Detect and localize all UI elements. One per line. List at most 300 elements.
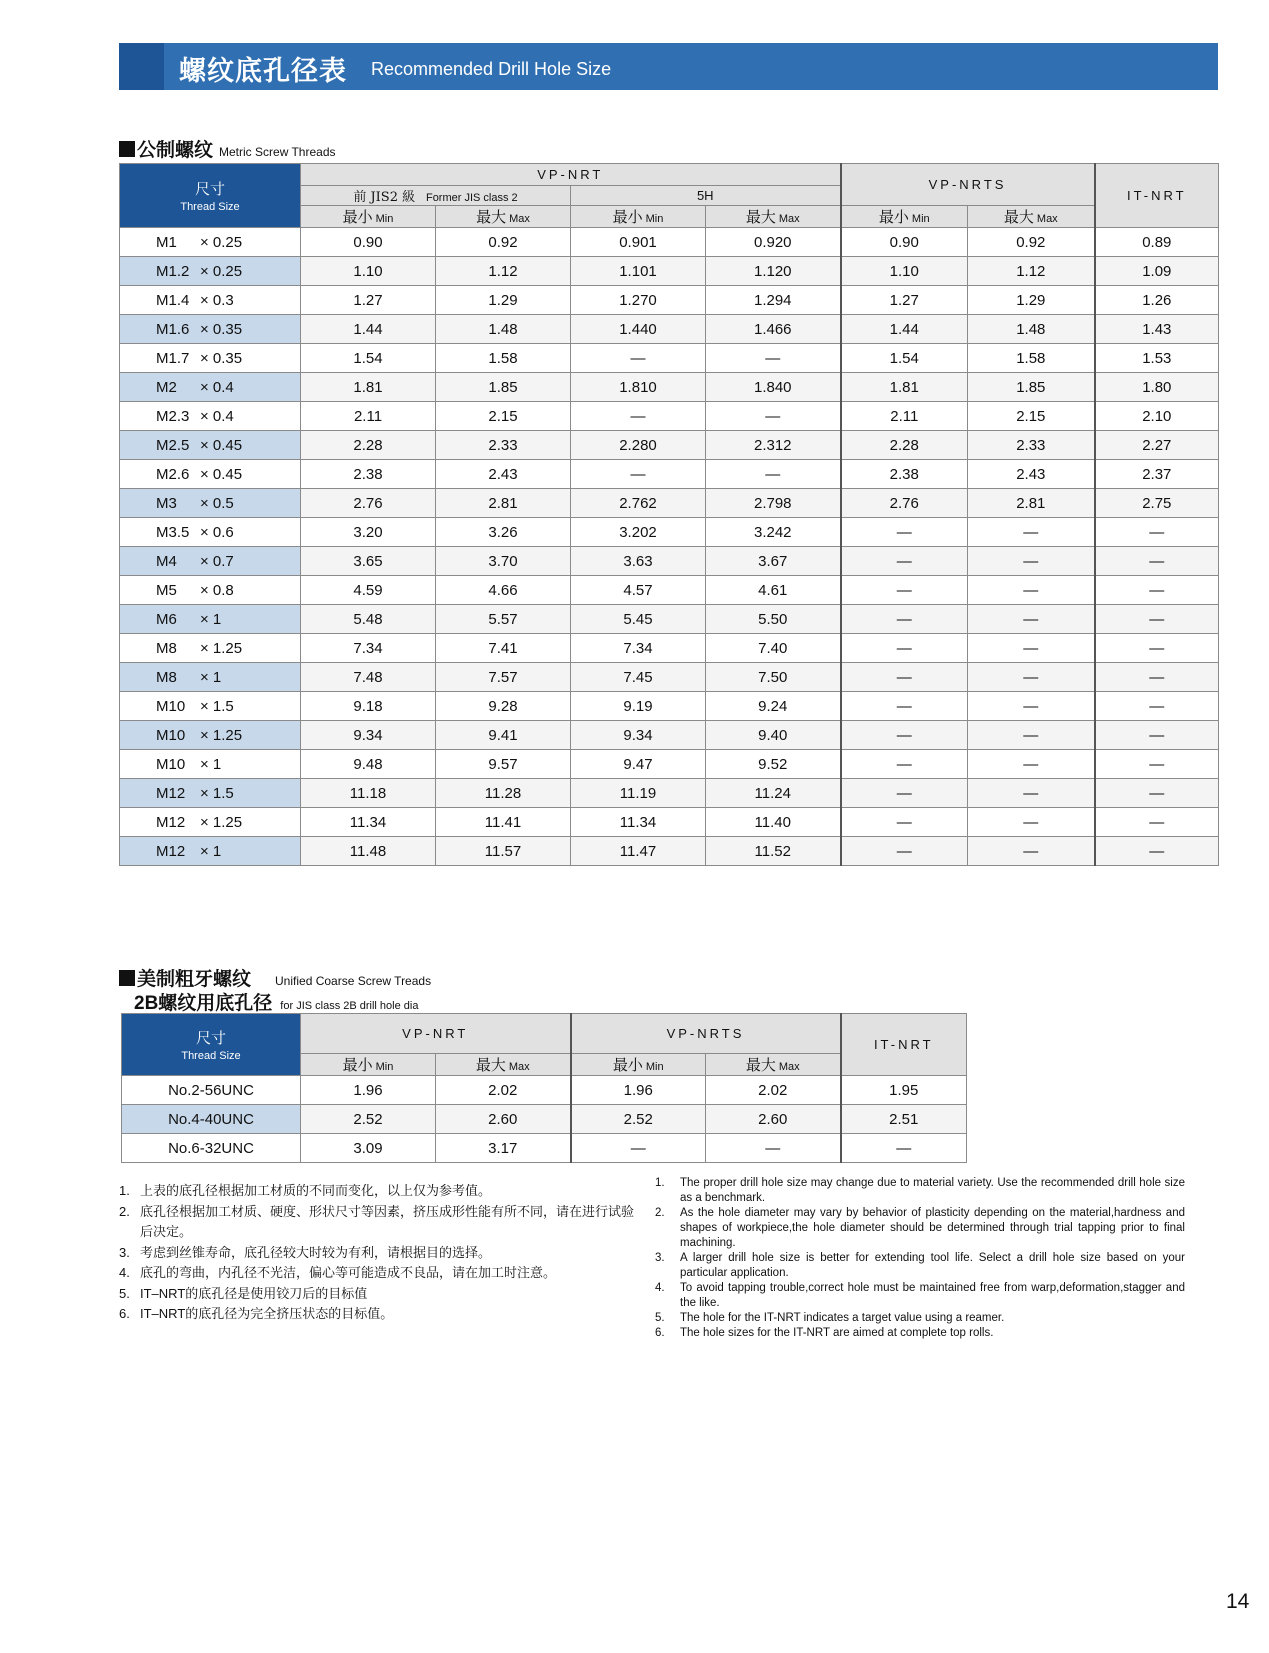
thread-pitch-label: × 0.3 [200, 291, 234, 309]
table-row [120, 344, 1219, 373]
vp-nrt-min-cell: 1.96 [301, 1076, 436, 1105]
jis-max-cell: 5.57 [436, 605, 571, 634]
jis-max-cell: 1.48 [436, 315, 571, 344]
vp-nrts-max-cell: — [968, 634, 1095, 663]
jis-max-cell: 1.12 [436, 257, 571, 286]
thread-size-cell: No.2-56UNC [122, 1076, 301, 1105]
title-banner [119, 43, 1218, 90]
table-row [122, 1134, 967, 1163]
it-nrt-cell: 2.75 [1095, 489, 1219, 518]
vp-nrts-max-cell: — [968, 605, 1095, 634]
thread-size-header: 尺寸 Thread Size [122, 1014, 301, 1076]
5h-min-cell: 5.45 [571, 605, 706, 634]
unified-subtitle-en: for JIS class 2B drill hole dia [280, 1000, 419, 1012]
vp-nrts-max-cell: 1.12 [968, 257, 1095, 286]
note-number: 6. [119, 1306, 130, 1321]
min-header: 最小 Min [301, 1054, 436, 1076]
thread-pitch-label: × 0.6 [200, 523, 234, 541]
thread-size-label: M1.7 [156, 349, 190, 367]
table-row [120, 257, 1219, 286]
jis-min-cell: 9.18 [301, 692, 436, 721]
vp-nrts-max-cell: 2.60 [706, 1105, 841, 1134]
vp-nrts-min-cell: 1.10 [841, 257, 968, 286]
note-number: 4. [119, 1265, 130, 1280]
5h-max-cell: — [706, 344, 841, 373]
thread-size-label: M8 [156, 639, 177, 657]
vp-nrts-min-cell: 2.38 [841, 460, 968, 489]
thread-size-label: M2 [156, 378, 177, 396]
vp-nrts-max-cell: — [968, 808, 1095, 837]
jis-min-cell: 2.28 [301, 431, 436, 460]
thread-pitch-label: × 1.25 [200, 639, 243, 657]
note-item [655, 1281, 1185, 1311]
5h-min-cell: 7.45 [571, 663, 706, 692]
thread-size-label: M5 [156, 581, 177, 599]
jis-min-cell: 4.59 [301, 576, 436, 605]
vp-nrts-max-cell: 1.29 [968, 286, 1095, 315]
thread-size-cell [120, 605, 301, 634]
vp-nrts-header: VP-NRTS [841, 164, 1095, 206]
5h-max-cell: — [706, 460, 841, 489]
thread-pitch-label: × 0.4 [200, 378, 234, 396]
it-nrt-cell: 0.89 [1095, 228, 1219, 257]
5h-max-cell: 3.67 [706, 547, 841, 576]
vp-nrts-min-cell: — [841, 663, 968, 692]
5h-max-cell: 7.50 [706, 663, 841, 692]
table-row [120, 837, 1219, 866]
5h-max-cell: — [706, 402, 841, 431]
max-header: 最大 Max [436, 1054, 571, 1076]
5h-min-cell: 1.440 [571, 315, 706, 344]
jis-min-cell: 7.34 [301, 634, 436, 663]
jis-max-cell: 2.81 [436, 489, 571, 518]
note-number: 6. [655, 1327, 665, 1339]
jis-max-cell: 4.66 [436, 576, 571, 605]
it-nrt-cell: — [1095, 692, 1219, 721]
thread-size-label: M10 [156, 726, 186, 744]
vp-nrts-max-cell: — [706, 1134, 841, 1163]
thread-pitch-label: × 1 [200, 668, 222, 686]
note-text: 考虑到丝锥寿命，底孔径较大时较为有利，请根据目的选择。 [140, 1244, 492, 1260]
thread-size-label: M8 [156, 668, 177, 686]
jis-min-cell: 11.34 [301, 808, 436, 837]
unified-subtitle-cn: 2B螺纹用底孔径 [134, 993, 273, 1014]
jis-max-cell: 1.29 [436, 286, 571, 315]
5h-max-cell: 3.242 [706, 518, 841, 547]
table-row [120, 779, 1219, 808]
table-row [122, 1076, 967, 1105]
note-item [655, 1326, 1185, 1341]
vp-nrts-max-cell: — [968, 837, 1095, 866]
it-nrt-cell: 1.09 [1095, 257, 1219, 286]
metric-section-title [119, 135, 336, 162]
table-row [120, 489, 1219, 518]
jis-max-cell: 7.57 [436, 663, 571, 692]
vp-nrts-min-cell: 0.90 [841, 228, 968, 257]
thread-size-label: M1.2 [156, 262, 190, 280]
thread-size-label: M12 [156, 813, 186, 831]
it-nrt-cell: 2.37 [1095, 460, 1219, 489]
5h-max-cell: 1.294 [706, 286, 841, 315]
note-text: IT–NRT的底孔径为完全挤压状态的目标值。 [140, 1306, 394, 1321]
metric-title-en: Metric Screw Threads [219, 145, 336, 159]
min-header: 最小 Min [301, 206, 436, 228]
it-nrt-cell: — [1095, 721, 1219, 750]
5h-min-cell: 11.34 [571, 808, 706, 837]
table-row [120, 808, 1219, 837]
5h-min-cell: 9.19 [571, 692, 706, 721]
thread-size-label: M2.3 [156, 407, 190, 425]
thread-size-label: M1.4 [156, 291, 190, 309]
unified-section-title [119, 964, 431, 991]
jis-min-cell: 2.38 [301, 460, 436, 489]
table-row [120, 721, 1219, 750]
table-row [120, 431, 1219, 460]
jis-min-cell: 5.48 [301, 605, 436, 634]
vp-nrts-min-cell: — [841, 634, 968, 663]
5h-min-cell: 0.901 [571, 228, 706, 257]
thread-size-cell [120, 547, 301, 576]
5h-min-cell: 1.101 [571, 257, 706, 286]
thread-pitch-label: × 1.5 [200, 697, 234, 715]
table-row [120, 460, 1219, 489]
note-number: 5. [119, 1285, 130, 1301]
thread-pitch-label: × 0.35 [200, 320, 243, 338]
jis-max-cell: 0.92 [436, 228, 571, 257]
5h-min-cell: 3.63 [571, 547, 706, 576]
note-text: The hole sizes for the IT-NRT are aimed at complete top rolls. [680, 1327, 994, 1339]
it-nrt-cell: 1.26 [1095, 286, 1219, 315]
thread-size-label: M2.5 [156, 436, 190, 454]
thread-size-label: M10 [156, 697, 186, 715]
thread-size-cell [120, 228, 301, 257]
thread-size-label: M12 [156, 842, 186, 860]
it-nrt-cell: 1.43 [1095, 315, 1219, 344]
note-number: 5. [655, 1312, 665, 1324]
thread-size-cell [120, 344, 301, 373]
jis-min-cell: 9.34 [301, 721, 436, 750]
jis-max-cell: 9.57 [436, 750, 571, 779]
thread-size-cell [120, 315, 301, 344]
5h-max-cell: 2.798 [706, 489, 841, 518]
5h-max-cell: 1.120 [706, 257, 841, 286]
thread-size-label: M3 [156, 494, 177, 512]
vp-nrts-header: VP-NRTS [571, 1014, 841, 1054]
former-jis-class2-header: 前 JIS2 級 Former JIS class 2 [301, 186, 571, 206]
it-nrt-cell: 2.51 [841, 1105, 967, 1134]
it-nrt-cell: — [1095, 663, 1219, 692]
table-row [120, 315, 1219, 344]
thread-size-cell [120, 402, 301, 431]
5h-max-cell: 4.61 [706, 576, 841, 605]
unified-thread-table [121, 1013, 967, 1163]
vp-nrts-max-cell: 1.58 [968, 344, 1095, 373]
5h-min-cell: 11.19 [571, 779, 706, 808]
max-header: 最大 Max [436, 206, 571, 228]
note-number: 3. [655, 1252, 665, 1264]
thread-size-cell [120, 576, 301, 605]
5h-max-cell: 0.920 [706, 228, 841, 257]
table-row [120, 402, 1219, 431]
vp-nrt-max-cell: 2.60 [436, 1105, 571, 1134]
it-nrt-cell: — [1095, 518, 1219, 547]
it-nrt-cell: — [1095, 576, 1219, 605]
it-nrt-cell: — [1095, 634, 1219, 663]
thread-size-cell [120, 460, 301, 489]
5h-min-cell: 11.47 [571, 837, 706, 866]
unified-title-cn: 美制粗牙螺纹 [137, 969, 252, 990]
note-text: 底孔的弯曲，内孔径不光洁，偏心等可能造成不良品，请在加工时注意。 [140, 1265, 557, 1280]
jis-min-cell: 1.44 [301, 315, 436, 344]
note-item [119, 1284, 639, 1305]
vp-nrts-min-cell: — [841, 779, 968, 808]
5h-max-cell: 9.40 [706, 721, 841, 750]
5h-max-cell: 11.52 [706, 837, 841, 866]
jis-min-cell: 11.48 [301, 837, 436, 866]
vp-nrts-min-cell: 1.27 [841, 286, 968, 315]
jis-min-cell: 2.11 [301, 402, 436, 431]
thread-size-cell [120, 431, 301, 460]
5h-max-cell: 1.466 [706, 315, 841, 344]
thread-size-cell [120, 692, 301, 721]
note-number: 1. [119, 1183, 130, 1198]
note-number: 2. [119, 1203, 130, 1219]
thread-size-label: M1 [156, 233, 177, 251]
banner-title-cn: 螺纹底孔径表 [179, 56, 347, 86]
table-row [122, 1105, 967, 1134]
note-item [119, 1243, 639, 1264]
thread-pitch-label: × 1 [200, 610, 222, 628]
note-text: To avoid tapping trouble,correct hole must be maintained free from warp,deformation,stagger and the like. [680, 1282, 1185, 1309]
vp-nrts-min-cell: 2.11 [841, 402, 968, 431]
vp-nrts-min-cell: — [841, 605, 968, 634]
note-text: 底孔径根据加工材质、硬度、形状尺寸等因素，挤压成形性能有所不同，请在进行试验后决定。 [140, 1203, 635, 1239]
thread-pitch-label: × 0.4 [200, 407, 234, 425]
vp-nrts-max-cell: — [968, 663, 1095, 692]
vp-nrts-min-cell: — [841, 750, 968, 779]
jis-max-cell: 11.28 [436, 779, 571, 808]
5h-min-cell: 3.202 [571, 518, 706, 547]
table-row [120, 286, 1219, 315]
vp-nrts-max-cell: — [968, 518, 1095, 547]
table-row [120, 692, 1219, 721]
jis-min-cell: 0.90 [301, 228, 436, 257]
5h-min-cell: 9.34 [571, 721, 706, 750]
vp-nrts-min-cell: — [841, 576, 968, 605]
5h-min-cell: 7.34 [571, 634, 706, 663]
table-row [120, 634, 1219, 663]
thread-pitch-label: × 1.25 [200, 726, 243, 744]
jis-min-cell: 2.76 [301, 489, 436, 518]
thread-size-label: M2.6 [156, 465, 190, 483]
vp-nrt-min-cell: 3.09 [301, 1134, 436, 1163]
vp-nrts-min-cell: 1.54 [841, 344, 968, 373]
5h-min-cell: 1.270 [571, 286, 706, 315]
vp-nrts-min-cell: 2.76 [841, 489, 968, 518]
vp-nrts-max-cell: 2.02 [706, 1076, 841, 1105]
thread-size-cell: No.4-40UNC [122, 1105, 301, 1134]
jis-max-cell: 2.43 [436, 460, 571, 489]
5h-max-cell: 9.24 [706, 692, 841, 721]
vp-nrt-header: VP-NRT [301, 164, 841, 186]
it-nrt-cell: — [1095, 605, 1219, 634]
table-row [120, 373, 1219, 402]
jis-min-cell: 1.27 [301, 286, 436, 315]
thread-size-cell [120, 489, 301, 518]
it-nrt-cell: 1.80 [1095, 373, 1219, 402]
note-item [119, 1202, 639, 1243]
max-header: 最大 Max [706, 206, 841, 228]
table-row [120, 605, 1219, 634]
vp-nrts-min-cell: 2.28 [841, 431, 968, 460]
thread-pitch-label: × 0.25 [200, 262, 243, 280]
note-text: The hole for the IT-NRT indicates a target value using a reamer. [680, 1312, 1005, 1324]
banner-accent-tab [119, 43, 164, 90]
jis-max-cell: 9.41 [436, 721, 571, 750]
it-nrt-cell: 1.53 [1095, 344, 1219, 373]
it-nrt-cell: 2.27 [1095, 431, 1219, 460]
thread-size-label: M12 [156, 784, 186, 802]
thread-pitch-label: × 1.5 [200, 784, 234, 802]
thread-size-cell [120, 837, 301, 866]
jis-min-cell: 3.65 [301, 547, 436, 576]
vp-nrts-min-cell: — [841, 692, 968, 721]
vp-nrt-header: VP-NRT [301, 1014, 571, 1054]
page-number: 14 [1226, 1590, 1250, 1613]
it-nrt-cell: 2.10 [1095, 402, 1219, 431]
vp-nrts-max-cell: — [968, 750, 1095, 779]
min-header: 最小 Min [571, 206, 706, 228]
thread-pitch-label: × 0.45 [200, 465, 243, 483]
it-nrt-header: IT-NRT [1095, 164, 1219, 228]
vp-nrts-min-cell: 1.96 [571, 1076, 706, 1105]
thread-pitch-label: × 1 [200, 755, 222, 773]
thread-size-cell [120, 257, 301, 286]
it-nrt-cell: — [1095, 808, 1219, 837]
vp-nrts-max-cell: 1.85 [968, 373, 1095, 402]
table-row [120, 576, 1219, 605]
5h-min-cell: — [571, 402, 706, 431]
thread-pitch-label: × 0.5 [200, 494, 234, 512]
vp-nrts-max-cell: — [968, 692, 1095, 721]
5h-min-cell: 2.762 [571, 489, 706, 518]
vp-nrts-min-cell: 1.44 [841, 315, 968, 344]
note-text: IT–NRT的底孔径是使用铰刀后的目标值 [140, 1285, 368, 1301]
jis-min-cell: 1.10 [301, 257, 436, 286]
max-header: 最大 Max [706, 1054, 841, 1076]
note-number: 2. [655, 1207, 665, 1219]
note-text: A larger drill hole size is better for extending tool life. Select a drill hole size based on your particular application. [680, 1252, 1185, 1279]
vp-nrts-max-cell: 2.43 [968, 460, 1095, 489]
jis-max-cell: 11.41 [436, 808, 571, 837]
jis-max-cell: 7.41 [436, 634, 571, 663]
square-bullet-icon [119, 970, 135, 986]
note-text: 上表的底孔径根据加工材质的不同而变化，以上仅为参考值。 [140, 1183, 492, 1198]
thread-size-cell [120, 518, 301, 547]
thread-pitch-label: × 0.7 [200, 552, 234, 570]
it-nrt-cell: 1.95 [841, 1076, 967, 1105]
jis-max-cell: 2.15 [436, 402, 571, 431]
thread-size-label: M1.6 [156, 320, 190, 338]
vp-nrt-max-cell: 2.02 [436, 1076, 571, 1105]
jis-min-cell: 1.54 [301, 344, 436, 373]
5h-header: 5H [571, 186, 841, 206]
vp-nrts-min-cell: — [571, 1134, 706, 1163]
thread-size-cell [120, 750, 301, 779]
5h-min-cell: 2.280 [571, 431, 706, 460]
thread-size-cell [120, 373, 301, 402]
min-header: 最小 Min [841, 206, 968, 228]
note-item [655, 1176, 1185, 1206]
thread-size-label: M10 [156, 755, 186, 773]
thread-size-cell [120, 634, 301, 663]
note-item [119, 1181, 639, 1202]
note-number: 3. [119, 1244, 130, 1260]
5h-max-cell: 11.40 [706, 808, 841, 837]
5h-max-cell: 9.52 [706, 750, 841, 779]
jis-min-cell: 11.18 [301, 779, 436, 808]
jis-max-cell: 3.26 [436, 518, 571, 547]
table-row [120, 518, 1219, 547]
jis-max-cell: 9.28 [436, 692, 571, 721]
5h-max-cell: 1.840 [706, 373, 841, 402]
thread-pitch-label: × 0.35 [200, 349, 243, 367]
5h-max-cell: 5.50 [706, 605, 841, 634]
5h-max-cell: 11.24 [706, 779, 841, 808]
it-nrt-cell: — [841, 1134, 967, 1163]
thread-size-label: M4 [156, 552, 177, 570]
5h-min-cell: 4.57 [571, 576, 706, 605]
thread-pitch-label: × 0.25 [200, 233, 243, 251]
note-number: 1. [655, 1177, 665, 1189]
vp-nrts-max-cell: — [968, 576, 1095, 605]
jis-max-cell: 1.85 [436, 373, 571, 402]
table-row [120, 663, 1219, 692]
vp-nrts-min-cell: — [841, 518, 968, 547]
it-nrt-cell: — [1095, 750, 1219, 779]
thread-size-cell [120, 721, 301, 750]
jis-min-cell: 1.81 [301, 373, 436, 402]
5h-min-cell: 9.47 [571, 750, 706, 779]
vp-nrts-max-cell: 2.81 [968, 489, 1095, 518]
thread-size-label: M3.5 [156, 523, 190, 541]
5h-min-cell: — [571, 460, 706, 489]
vp-nrts-max-cell: — [968, 547, 1095, 576]
thread-size-label: M6 [156, 610, 177, 628]
it-nrt-cell: — [1095, 779, 1219, 808]
table-row [120, 228, 1219, 257]
metric-thread-table [119, 163, 1219, 866]
note-text: The proper drill hole size may change due to material variety. Use the recommended drill hole size as a benchmark. [680, 1177, 1185, 1204]
vp-nrts-min-cell: 1.81 [841, 373, 968, 402]
note-item [119, 1263, 639, 1284]
thread-size-cell [120, 779, 301, 808]
note-item [655, 1311, 1185, 1326]
note-item [655, 1206, 1185, 1251]
vp-nrt-max-cell: 3.17 [436, 1134, 571, 1163]
vp-nrts-min-cell: — [841, 547, 968, 576]
thread-pitch-label: × 1 [200, 842, 222, 860]
jis-max-cell: 2.33 [436, 431, 571, 460]
max-header: 最大 Max [968, 206, 1095, 228]
note-item [119, 1304, 639, 1325]
square-bullet-icon [119, 141, 135, 157]
thread-size-cell [120, 808, 301, 837]
vp-nrts-max-cell: — [968, 721, 1095, 750]
vp-nrts-min-cell: — [841, 721, 968, 750]
thread-size-cell [120, 663, 301, 692]
jis-min-cell: 7.48 [301, 663, 436, 692]
